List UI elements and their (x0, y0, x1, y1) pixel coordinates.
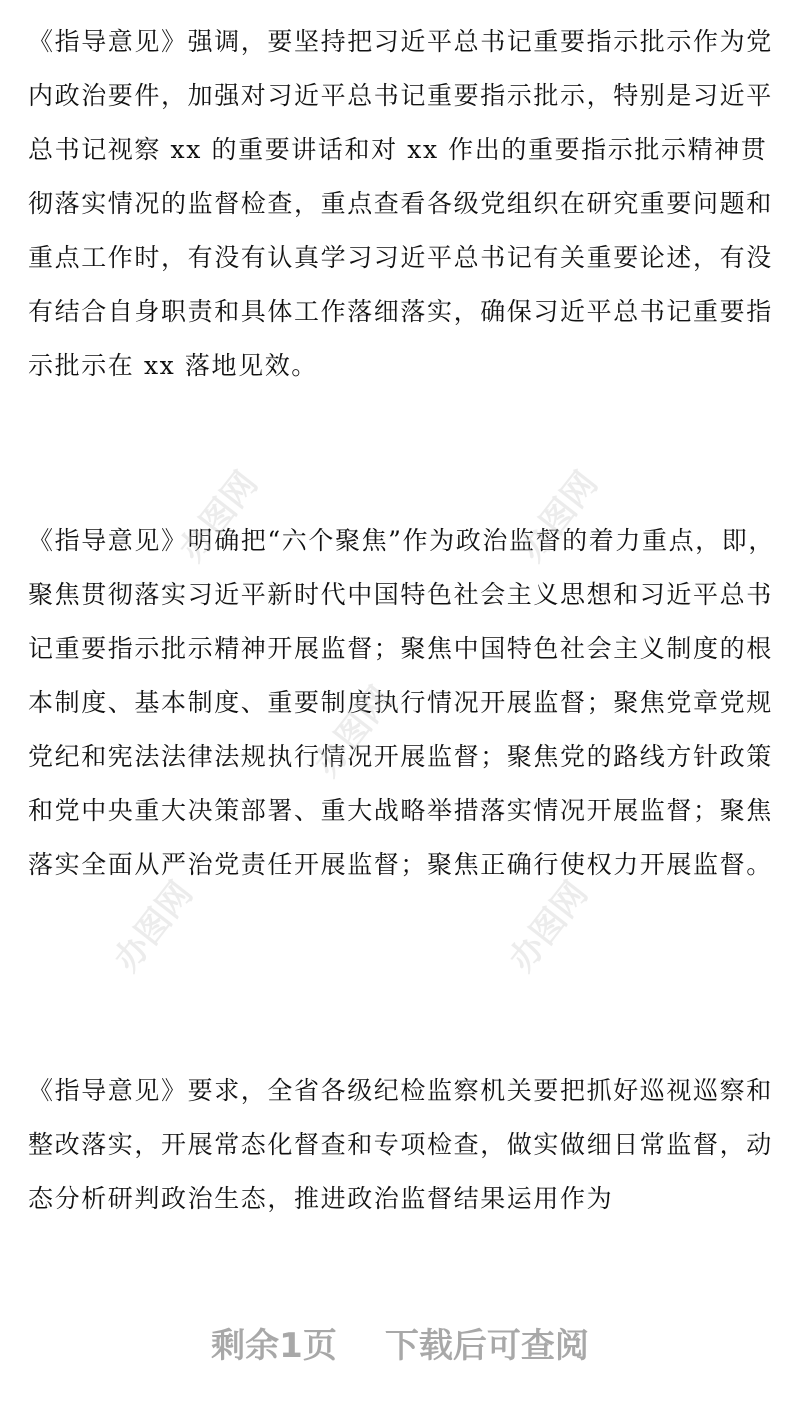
watermark: 办图网 (501, 874, 596, 980)
body-paragraph-1: 《指导意见》强调，要坚持把习近平总书记重要指示批示作为党内政治要件，加强对习近平总书记重要指示批示，特别是习近平总书记视察 xx 的重要讲话和对 xx 作出的重要指示批示精神贯彻落实情况的监督检查，重点查看各级党组织在研究重要问题和重点工作时，有没有认真学习习近平总书记有关重要论述，有没有结合自身职责和具体工作落细落实，确保习近平总书记重要指示批示在 xx 落地见效。 (28, 27, 773, 380)
watermark: 办图网 (306, 679, 401, 785)
download-hint-label: 下载后可查阅 (384, 1326, 589, 1366)
watermark: 办图网 (511, 464, 606, 570)
body-paragraph-3: 《指导意见》要求，全省各级纪检监察机关要把抓好巡视巡察和整改落实，开展常态化督查和专项检查，做实做细日常监督，动态分析研判政治生态，推进政治监督结果运用作为 (28, 1076, 773, 1213)
body-paragraph-2: 《指导意见》明确把“六个聚焦”作为政治监督的着力重点，即，聚焦贯彻落实习近平新时代中国特色社会主义思想和习近平总书记重要指示批示精神开展监督；聚焦中国特色社会主义制度的根本制度、基本制度、重要制度执行情况开展监督；聚焦党章党规党纪和宪法法律法规执行情况开展监督；聚焦党的路线方针政策和党中央重大决策部署、重大战略举措落实情况开展监督；聚焦落实全面从严治党责任开展监督；聚焦正确行使权力开展监督。 (28, 526, 775, 879)
watermark: 办图网 (106, 874, 201, 980)
download-notice[interactable] (0, 1318, 800, 1367)
watermark: 办图网 (171, 464, 266, 570)
remaining-pages-label: 剩余1页 (211, 1326, 337, 1366)
